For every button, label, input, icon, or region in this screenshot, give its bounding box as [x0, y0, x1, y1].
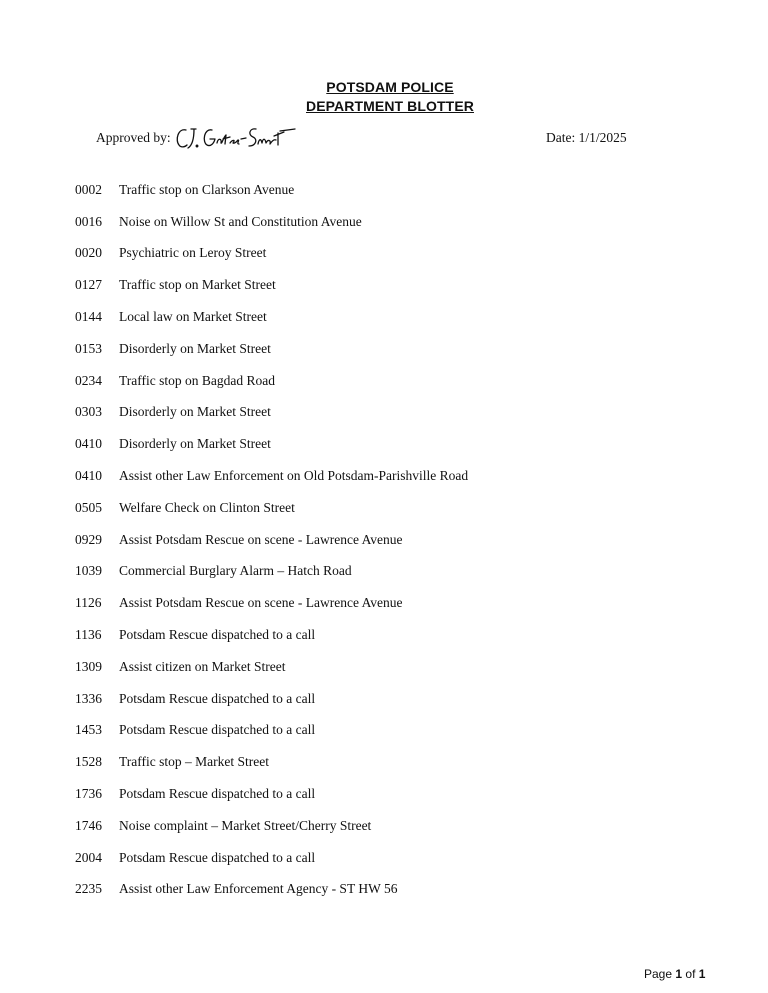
entry-time: 0410	[75, 436, 102, 452]
entry-description: Assist other Law Enforcement Agency - ST HW 56	[119, 881, 398, 897]
blotter-entry	[75, 269, 468, 301]
entry-description: Disorderly on Market Street	[119, 436, 271, 452]
signature-image	[174, 124, 302, 152]
entry-time: 1039	[75, 563, 102, 579]
entry-time: 2004	[75, 849, 102, 865]
blotter-entry	[75, 715, 468, 747]
page-total: 1	[698, 967, 706, 981]
approval-line	[96, 124, 302, 152]
entry-description: Assist Potsdam Rescue on scene - Lawrence Avenue	[119, 531, 403, 547]
entry-description: Potsdam Rescue dispatched to a call	[119, 627, 316, 643]
blotter-entry	[75, 619, 468, 651]
entry-time: 0303	[75, 404, 102, 420]
entry-description: Assist citizen on Market Street	[119, 658, 286, 674]
entry-description: Traffic stop on Clarkson Avenue	[119, 181, 295, 197]
entry-description: Assist Potsdam Rescue on scene - Lawrence Avenue	[119, 595, 403, 611]
entry-time: 0020	[75, 245, 102, 261]
approved-label: Approved by:	[96, 130, 171, 145]
entry-description: Disorderly on Market Street	[119, 340, 271, 356]
blotter-entry	[75, 238, 468, 270]
entry-description: Noise on Willow St and Constitution Avenue	[119, 213, 362, 229]
entry-description: Potsdam Rescue dispatched to a call	[119, 690, 316, 706]
entry-time: 1136	[75, 627, 102, 643]
entry-time: 0234	[75, 372, 102, 388]
entry-time: 1453	[75, 722, 102, 738]
entry-time: 0144	[75, 309, 102, 325]
blotter-date: Date: 1/1/2025	[546, 130, 627, 145]
title-line-2: DEPARTMENT BLOTTER	[306, 98, 474, 114]
blotter-entry	[75, 683, 468, 715]
entry-time: 1126	[75, 595, 102, 611]
page-title	[0, 78, 768, 116]
page-word: Page	[644, 967, 673, 981]
entry-description: Commercial Burglary Alarm – Hatch Road	[119, 563, 352, 579]
blotter-entry	[75, 524, 468, 556]
blotter-entry	[75, 492, 468, 524]
blotter-entries	[75, 174, 468, 905]
title-line-1: POTSDAM POLICE	[326, 79, 454, 95]
blotter-entry	[75, 651, 468, 683]
blotter-entry	[75, 206, 468, 238]
entry-description: Disorderly on Market Street	[119, 404, 271, 420]
entry-time: 0002	[75, 181, 102, 197]
entry-time: 0505	[75, 499, 102, 515]
entry-description: Local law on Market Street	[119, 309, 267, 325]
entry-time: 0016	[75, 213, 102, 229]
entry-description: Psychiatric on Leroy Street	[119, 245, 267, 261]
entry-time: 0929	[75, 531, 102, 547]
entry-description: Traffic stop on Market Street	[119, 277, 276, 293]
blotter-entry	[75, 397, 468, 429]
entry-time: 1736	[75, 786, 102, 802]
entry-time: 1528	[75, 754, 102, 770]
blotter-entry	[75, 587, 468, 619]
blotter-entry	[75, 333, 468, 365]
page-number	[644, 967, 705, 981]
entry-time: 2235	[75, 881, 102, 897]
entry-time: 0127	[75, 277, 102, 293]
entry-description: Traffic stop on Bagdad Road	[119, 372, 275, 388]
page-current: 1	[675, 967, 683, 981]
blotter-entry	[75, 556, 468, 588]
entry-time: 1746	[75, 817, 102, 833]
entry-time: 1309	[75, 658, 102, 674]
blotter-entry	[75, 301, 468, 333]
entry-description: Potsdam Rescue dispatched to a call	[119, 786, 316, 802]
entry-description: Potsdam Rescue dispatched to a call	[119, 849, 316, 865]
of-word: of	[685, 967, 696, 981]
entry-time: 0410	[75, 468, 102, 484]
blotter-entry	[75, 810, 468, 842]
blotter-entry	[75, 778, 468, 810]
entry-time: 0153	[75, 340, 102, 356]
blotter-entry	[75, 174, 468, 206]
blotter-entry	[75, 746, 468, 778]
blotter-entry	[75, 428, 468, 460]
entry-time: 1336	[75, 690, 102, 706]
blotter-entry	[75, 365, 468, 397]
entry-description: Welfare Check on Clinton Street	[119, 499, 295, 515]
blotter-entry	[75, 460, 468, 492]
blotter-entry	[75, 842, 468, 874]
entry-description: Potsdam Rescue dispatched to a call	[119, 722, 316, 738]
entry-description: Assist other Law Enforcement on Old Potsdam-Parishville Road	[119, 468, 469, 484]
entry-description: Traffic stop – Market Street	[119, 754, 269, 770]
blotter-entry	[75, 874, 468, 906]
entry-description: Noise complaint – Market Street/Cherry Street	[119, 817, 372, 833]
